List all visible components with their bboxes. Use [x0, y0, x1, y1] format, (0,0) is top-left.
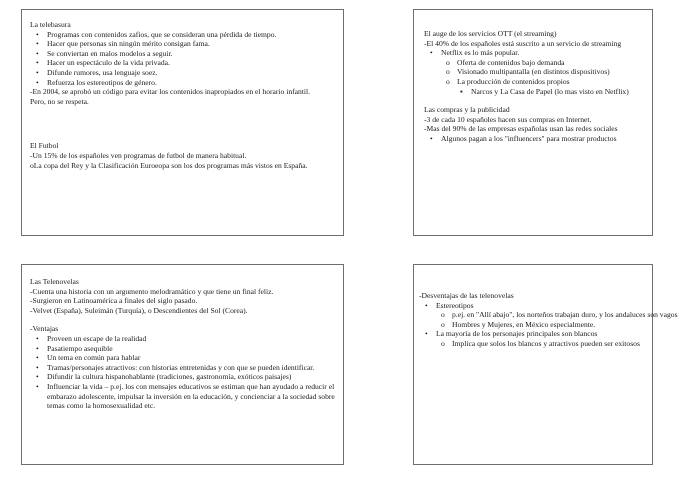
sub-sub-bullet-item: ▪ Narcos y La Casa de Papel (lo mas visto en Netflix) — [460, 86, 629, 96]
text-line: oLa copa del Rey y la Clasificación Euroeopa son los dos programas más vistos en España. — [30, 160, 308, 170]
sub-bullet-item: o Oferta de contenidos bajo demanda — [446, 57, 565, 67]
section-title: -Ventajas — [30, 324, 59, 334]
bullet-item: • Un tema en común para hablar — [36, 353, 141, 363]
sub-bullet-item: o Hombres y Mujeres, en México especialmente. — [441, 319, 596, 329]
bullet-item: • Influenciar la vida – p.ej. los con mensajes educativos se estiman que han ayudado a reducir el embarazo adolescente, impulsar la inversión en la educación, y concienciar a la sociedad sobre temas como la homosexualidad etc. — [36, 381, 335, 411]
sub-bullet-item: o Implica que solos los blancos y atractivos pueden ser exitosos — [441, 338, 640, 348]
text-line: -Un 15% de los españoles ven programas de futbol de manera habitual. — [30, 150, 247, 160]
slide-title: Las Telenovelas — [30, 277, 79, 286]
slide-thumbnail-streaming[interactable] — [413, 9, 653, 236]
text-line: -Surgieron en Latinoamérica a finales del siglo pasado. — [30, 296, 198, 306]
text-line: -Cuenta una historia con un argumento melodramático y que tiene un final feliz. — [30, 286, 274, 296]
bullet-item: • Refuerza los estereotipos de género. — [36, 77, 157, 87]
slide-thumbnail-desventajas[interactable] — [413, 264, 678, 465]
slide-title: El auge de los servicios OTT (el streaming) — [424, 29, 557, 38]
sub-bullet-item: o La producción de contenidos propios — [446, 76, 570, 86]
text-line: -Mas del 90% de las empresas españolas usan las redes sociales — [424, 124, 618, 134]
bullet-item: • Netflix es lo más popular. — [430, 48, 520, 58]
slide-title: La telebasura — [30, 20, 71, 29]
section-title: El Futbol — [30, 141, 59, 151]
text-line: -En 2004, se aprobó un código para evitar los contenidos inapropiados en el horario infantil. — [30, 87, 311, 97]
bullet-item: • La mayoría de los personajes principales son blancos — [425, 329, 598, 339]
bullet-item: • Pasatiempo asequible — [36, 343, 113, 353]
bullet-item: • Proveen un escape de la realidad — [36, 333, 147, 343]
sub-bullet-item: o p.ej. en "Allí abajo", los norteños trabajan duro, y los andaluces son vagos — [441, 310, 678, 320]
bullet-item: • Hacer que personas sin ningún mérito consigan fama. — [36, 39, 210, 49]
text-line: Pero, no se respeta. — [30, 96, 89, 106]
bullet-item: • Estereotipos — [425, 300, 474, 310]
bullet-item: • Hacer un espectáculo de la vida privada. — [36, 58, 170, 68]
slide-title: -Desventajas de las telenovelas — [419, 291, 514, 300]
text-line: -El 40% de los españoles está suscrito a un servicio de streaming — [424, 38, 622, 48]
bullet-item: • Programas con contenidos zafios, que se consideran una pérdida de tiempo. — [36, 29, 277, 39]
section-title: Las compras y la publicidad — [424, 105, 510, 115]
bullet-item: • Se conviertan en malos modelos a seguir. — [36, 48, 173, 58]
bullet-item: • Algunos pagan a los "influencers" para mostrar productos — [430, 133, 617, 143]
bullet-item: • Difundir la cultura hispanohablante (tradiciones, gastronomía, exóticos paisajes) — [36, 372, 292, 382]
text-line: -Velvet (España), Suleimán (Turquía), o Descendientes del Sol (Corea). — [30, 305, 248, 315]
sub-bullet-item: o Visionado multipantalla (en distintos dispositivos) — [446, 67, 610, 77]
slide-thumbnail-telenovelas[interactable] — [21, 264, 344, 465]
bullet-item: • Difunde rumores, usa lenguaje soez. — [36, 67, 158, 77]
text-line: -3 de cada 10 españoles hacen sus compras en Internet. — [424, 114, 592, 124]
slide-thumbnail-telebasura[interactable] — [21, 9, 344, 236]
bullet-item: • Tramas/personajes atractivos: con historias entretenidas y con que se pueden identificar. — [36, 362, 315, 372]
